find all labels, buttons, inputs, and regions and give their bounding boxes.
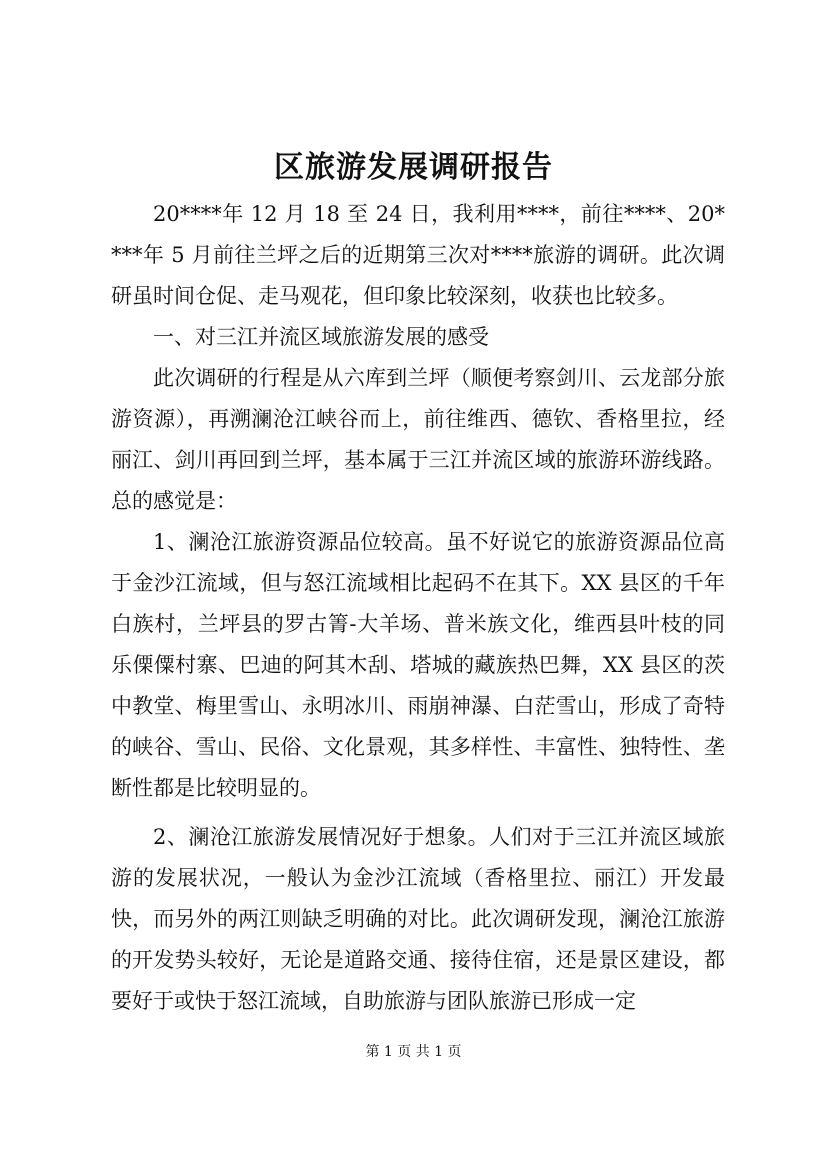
paragraph-point-1: 1、澜沧江旅游资源品位较高。虽不好说它的旅游资源品位高于金沙江流域，但与怒江流域相比起码不在其下。XX 县区的千年白族村，兰坪县的罗古箐-大羊场、普米族文化，维西县叶枝的同乐傈僳村寨、巴迪的阿其木刮、塔城的藏族热巴舞，XX 县区的茨中教堂、梅里雪山、永明冰川、雨崩神瀑、白茫雪山，形成了奇特的峡谷、雪山、民俗、文化景观，其多样性、丰富性、独特性、垄断性都是比较明显的。 xyxy=(111,530,725,800)
paragraph-intro: 20****年 12 月 18 至 24 日，我利用****，前往****、20****年 5 月前往兰坪之后的近期第三次对****旅游的调研。此次调研虽时间仓促、走马观花，但印象比较深刻，收获也比较多。 xyxy=(111,202,725,308)
document-body xyxy=(111,194,725,1022)
section-heading: 一、对三江并流区域旅游发展的感受 xyxy=(153,325,489,349)
page-footer: 第 1 页 共 1 页 xyxy=(365,1044,462,1060)
document-title: 区旅游发展调研报告 xyxy=(274,150,553,185)
paragraph-itinerary: 此次调研的行程是从六库到兰坪（顺便考察剑川、云龙部分旅游资源），再溯澜沧江峡谷而上，前往维西、德钦、香格里拉，经丽江、剑川再回到兰坪，基本属于三江并流区域的旅游环游线路。总的感觉是： xyxy=(111,366,725,513)
paragraph-point-2: 2、澜沧江旅游发展情况好于想象。人们对于三江并流区域旅游的发展状况，一般认为金沙江流域（香格里拉、丽江）开发最快，而另外的两江则缺乏明确的对比。此次调研发现，澜沧江旅游的开发势头较好，无论是道路交通、接待住宿，还是景区建设，都要好于或快于怒江流域，自助旅游与团队旅游已形成一定 xyxy=(111,825,725,1013)
